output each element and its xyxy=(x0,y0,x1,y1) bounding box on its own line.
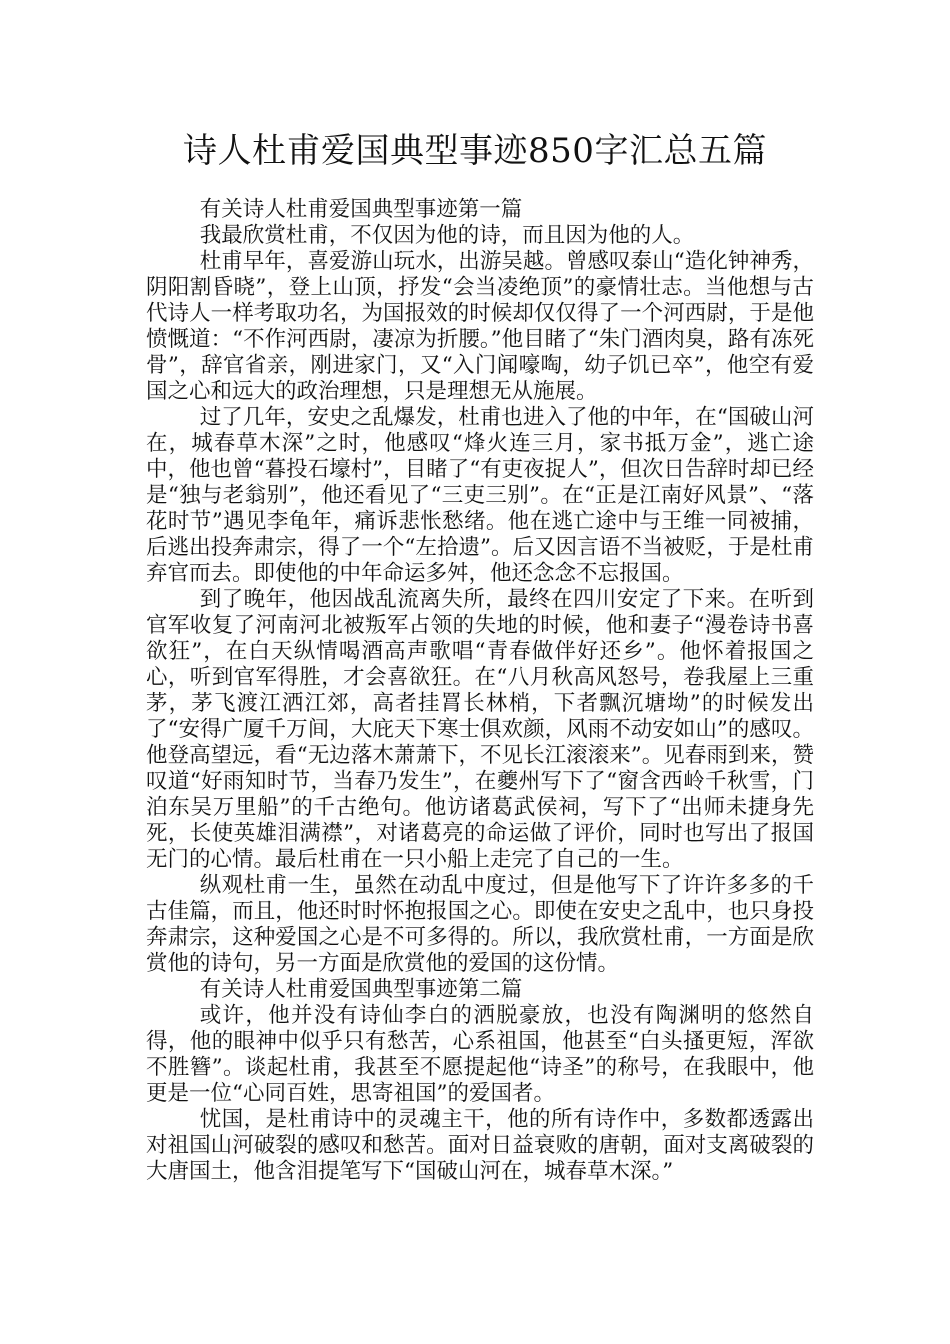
section-heading-1: 有关诗人杜甫爱国典型事迹第一篇 xyxy=(199,197,523,222)
paragraph: 过了几年，安史之乱爆发，杜甫也进入了他的中年，在“国破山河在，城春草木深”之时，他感叹“烽火连三月，家书抵万金”，逃亡途中，他也曾“暮投石壕村”，目睹了“有吏夜捉人”，但次日告辞时却已经是“独与老翁别”，他还看见了“三吏三别”。在“正是江南好风景”、“落花时节”遇见李龟年，痛诉悲怅愁绪。他在逃亡途中与王维一同被捕，后逃出投奔肃宗，得了一个“左拾遗”。后又因言语不当被贬，于是杜甫弃官而去。即使他的中年命运多舛，他还念念不忘报国。 xyxy=(146,405,814,586)
paragraph: 或许，他并没有诗仙李白的洒脱豪放，也没有陶渊明的悠然自得，他的眼神中似乎只有愁苦，心系祖国，他甚至“白头搔更短，浑欲不胜簪”。谈起杜甫，我甚至不愿提起他“诗圣”的称号，在我眼中，他更是一位“心同百姓，思寄祖国”的爱国者。 xyxy=(146,1003,814,1106)
paragraph: 纵观杜甫一生，虽然在动乱中度过，但是他写下了许许多多的千古佳篇，而且，他还时时怀抱报国之心。即使在安史之乱中，也只身投奔肃宗，这种爱国之心是不可多得的。所以，我欣赏杜甫，一方面是欣赏他的诗句，另一方面是欣赏他的爱国的这份情。 xyxy=(146,873,814,976)
paragraph: 杜甫早年，喜爱游山玩水，出游吴越。曾感叹泰山“造化钟神秀，阴阳割昏晓”，登上山顶，抒发“会当凌绝顶”的豪情壮志。当他想与古代诗人一样考取功名，为国报效的时候却仅仅得了一个河西尉，于是他愤慨道：“不作河西尉，凄凉为折腰。”他目睹了“朱门酒肉臭，路有冻死骨”，辞官省亲，刚进家门，又“入门闻嚎啕，幼子饥已卒”，他空有爱国之心和远大的政治理想，只是理想无从施展。 xyxy=(146,249,814,404)
document-body xyxy=(146,197,814,1185)
document-title: 诗人杜甫爱国典型事迹850字汇总五篇 xyxy=(183,131,767,171)
paragraph: 到了晚年，他因战乱流离失所，最终在四川安定了下来。在听到官军收复了河南河北被叛军占领的失地的时候，他和妻子“漫卷诗书喜欲狂”，在白天纵情喝酒高声歌唱“青春做伴好还乡”。他怀着报国之心，听到官军得胜，才会喜欲狂。在“八月秋高风怒号，卷我屋上三重茅，茅飞渡江洒江郊，高者挂罥长林梢，下者飘沉塘坳”的时候发出了“安得广厦千万间，大庇天下寒士俱欢颜，风雨不动安如山”的感叹。他登高望远，看“无边落木萧萧下，不见长江滚滚来”。见春雨到来，赞叹道“好雨知时节，当春乃发生”，在夔州写下了“窗含西岭千秋雪，门泊东吴万里船”的千古绝句。他访诸葛武侯祠，写下了“出师未捷身先死，长使英雄泪满襟”，对诸葛亮的命运做了评价，同时也写出了报国无门的心情。最后杜甫在一只小船上走完了自己的一生。 xyxy=(146,587,814,872)
paragraph: 我最欣赏杜甫，不仅因为他的诗，而且因为他的人。 xyxy=(199,223,695,248)
paragraph: 忧国，是杜甫诗中的灵魂主干，他的所有诗作中，多数都透露出对祖国山河破裂的感叹和愁苦。面对日益衰败的唐朝，面对支离破裂的大唐国土，他含泪提笔写下“国破山河在，城春草木深。” xyxy=(146,1107,814,1184)
section-heading-2: 有关诗人杜甫爱国典型事迹第二篇 xyxy=(199,977,523,1002)
